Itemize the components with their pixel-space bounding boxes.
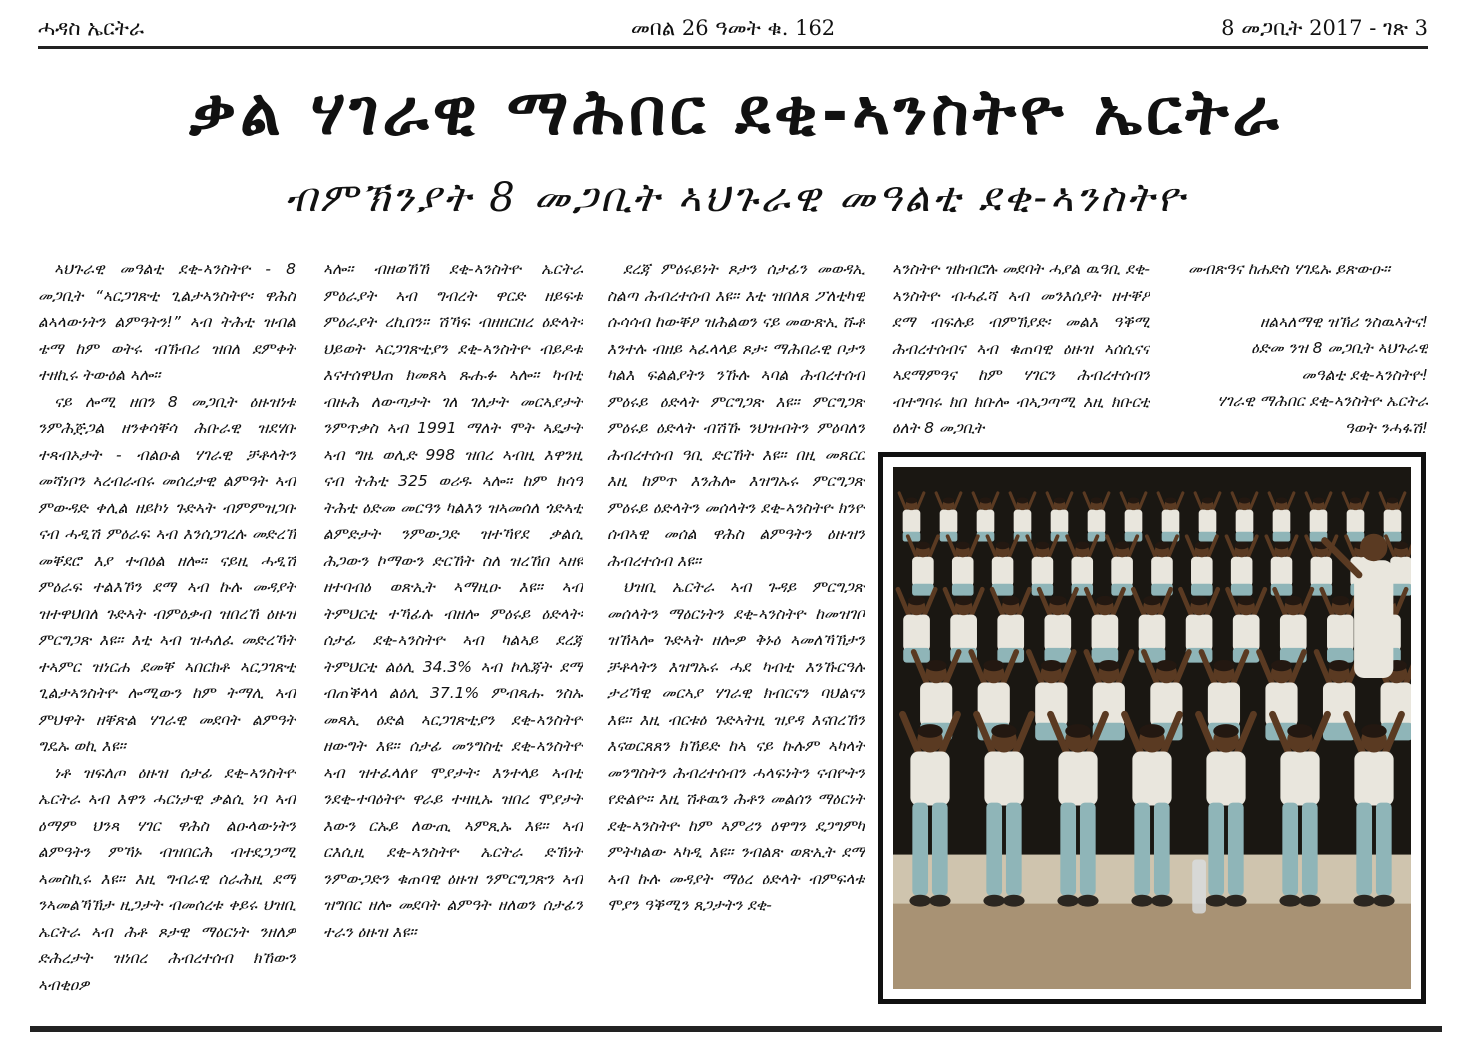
hair — [983, 660, 1004, 671]
hair — [1271, 660, 1292, 671]
hair — [1394, 542, 1408, 550]
hair — [1035, 542, 1049, 550]
article-subheadline: ብምኽንያት 8 መጋቢት ኣህጉራዊ መዓልቲ ደቂ-ኣንስትዮ — [285, 175, 1187, 221]
trouser-leg — [1208, 803, 1224, 896]
trouser-leg — [1228, 803, 1244, 896]
trouser-lap — [903, 532, 921, 542]
white-shirt — [1032, 557, 1054, 587]
white-shirt — [1231, 557, 1253, 587]
shoe — [909, 895, 931, 907]
crowd-of-young-women-photo — [893, 467, 1411, 989]
hair — [1350, 497, 1361, 503]
hair — [1276, 497, 1287, 503]
shoe — [1299, 895, 1321, 907]
hair — [1054, 497, 1065, 503]
hair — [906, 497, 917, 503]
shoe — [1057, 895, 1079, 907]
white-shirt — [1208, 682, 1240, 726]
hair — [1165, 497, 1176, 503]
shoe — [1279, 895, 1301, 907]
shoe — [929, 895, 951, 907]
hair — [956, 542, 970, 550]
white-shirt — [992, 557, 1014, 587]
hair — [1098, 660, 1119, 671]
shoe — [1225, 895, 1247, 907]
white-shirt — [1236, 510, 1254, 534]
slogan-line: ዓወት ንሓፋሽ! — [1344, 418, 1428, 437]
slogan-line: ዘልኣለማዊ ዝኽሪ ንስዉኣትና! — [1259, 312, 1428, 331]
white-shirt — [1093, 682, 1125, 726]
hair — [996, 542, 1010, 550]
stone-step — [893, 855, 1411, 904]
hair — [908, 596, 925, 605]
hair — [1332, 596, 1349, 605]
slogan-line: ሃገራዊ ማሕበር ደቂ-ኣንስትዮ ኤርትራ — [1217, 392, 1428, 410]
water-bottle — [1192, 859, 1206, 913]
white-shirt — [1071, 557, 1093, 587]
hair — [1274, 542, 1288, 550]
text-column-5 — [1172, 256, 1428, 446]
slogan-line: መዓልቲ ደቂ-ኣንስትዮ! — [1301, 365, 1428, 384]
white-shirt — [1151, 557, 1173, 587]
hair — [1128, 497, 1139, 503]
hair — [1361, 724, 1387, 738]
trouser-leg — [1154, 803, 1170, 896]
hair — [916, 542, 930, 550]
trouser-lap — [1125, 532, 1143, 542]
slogan-line: ዕድመ ንዝ 8 መጋቢት ኣህጉራዊ — [1251, 339, 1428, 357]
white-shirt — [1088, 510, 1106, 534]
trouser-lap — [1273, 532, 1291, 542]
hair — [1190, 596, 1207, 605]
white-shirt — [1384, 510, 1402, 534]
white-shirt — [977, 510, 995, 534]
shoe — [1205, 895, 1227, 907]
shoe — [1353, 895, 1375, 907]
paragraph: ኣሎ። ብዘወኸኸ ደቂ-ኣንስትዮ ኤርትራ ምዕራያት ኣብ ግብረት ዋርድ ዘይፍቱ ምዕራያት ረኪበን። ሽኻፍ ብዘዘርዘረ ዕድላት፡ ህይወት ኣርጋገጽቲያን ደቂ-ኣንስትዮ ብይዶቱ እናተሰዋህጠ ክመጸኣ ጹሑፉ ኣሎ። ካብቲ ብዙሕ ለውጣታት ገለ ገለታት መርኣያታት ንምጥቃስ ኣብ 1991 ማለት ሞት ኣዴታት ኣብ ግዜ ወሊድ 998 ዝበረ ኣብዚ እዋንዚ ናብ ትሕቲ 325 ወሪዱ ኣሎ። ከም ክሳዓ ትሕቲ ዕድመ መርዓን ካልእን ዝኣመሰለ ጎድኣቲ ልምድታት ንምውጋድ ዝተኻየደ ቃልሲ ሕጋውን ኮማውን ድርኸት ስለ ዝረኸበ ኣዘዩ ዘተባብዕ ወጽኢት ኣማዚዑ እዩ። ኣብ ትምህርቲ ተኻፊሉ ብዘሎ ምዕሩይ ዕድላት፡ ሰታፊ ደቂ-ኣንስትዮ ኣብ ካልኣይ ደረጃ ትምህርቲ ልዕሊ 34.3% ኣብ ኮሌጃት ደማ ብጠቕላላ ልዕሊ 37.1% ምብጻሑ ንስኡ መጻኢ ዕድል ኣርጋገጽቲያን ደቂ-ኣንስትዮ ዘውግት እዩ። ሰታፊ መንግስቲ ደቂ-ኣንስትዮ ኣብ ዝተፈላለየ ሞያታት፡ እንተላይ ኣብቲ ንደቂ-ተባዕትዮ ዋራይ ተዛዚኡ ዝበረ ሞያታት እውን ርኡይ ለውጢ ኣምጺኡ እዩ። ኣብ ርእሲዚ ደቂ-ኣንስትዮ ኤርትራ ድኽነት ንምውጋድን ቁጠባዊ ዕዙዝ ንምርግጋጽን ኣብ ዝግበር ዘሎ መደባት ልምዓት ዘለወን ሰታፊን ተራን ዕዙዝ እዩ። — [323, 260, 583, 941]
hair — [1285, 596, 1302, 605]
trouser-leg — [932, 803, 948, 896]
article-headline: ቃል ሃገራዊ ማሕበር ደቂ-ኣንስትዮ ኤርትራ — [189, 76, 1283, 150]
white-shirt — [1186, 615, 1213, 652]
trouser-lap — [952, 584, 974, 596]
white-shirt — [1199, 510, 1217, 534]
hair — [1155, 542, 1169, 550]
white-shirt — [997, 615, 1024, 652]
hair — [1287, 724, 1313, 738]
white-shirt — [1051, 510, 1069, 534]
hair — [917, 724, 943, 738]
hair — [1139, 724, 1165, 738]
hair — [1235, 542, 1249, 550]
white-shirt — [952, 557, 974, 587]
hair — [943, 497, 954, 503]
paragraph: ኣንስትዮ ዝከብሮሉ መደባት ሓያል ዉዓቢ ደቂ-ኣንስትዮ ብሓፈሻ ኣብ መንእሰያት ዘተቐዖ ደማ ብፍሉይ ብምኽያድ፡ መልእ ዓቕሚ ሕብረተሰብና ኣብ ቁጠባዊ ዕዙዝ ኣሰሲናና ኣደማምዓና ከም ሃገርን ሕብረተሰብን ብተግባሩ ክበ ክቡሎ ብኣጋጣሚ እዚ ክቡርቲ ዕለት 8 መጋቢት — [892, 260, 1150, 437]
text-column-3 — [607, 256, 865, 1026]
hair — [1313, 497, 1324, 503]
white-shirt — [1125, 510, 1143, 534]
white-shirt — [1280, 752, 1319, 806]
hair — [1213, 660, 1234, 671]
paragraph: ህዝቢ ኤርትራ ኣብ ጉዳይ ምርግጋጽ መሰላትን ማዕርነትን ደቂ-ኣንስትዮ ከመዝገቦ ዝኸኣሎ ጉድኣት ዘሎዎ ቅኑዕ ኣመለኻኽታን ቻቶላትን እዝግኡሩ ሓደ ካብቲ እንኹርዓሉ ታሪኻዊ መርኣያ ሃገራዊ ክብርናን ባህልናን እዩ። እዚ ብርቱዕ ጉድኣትዚ ዝያዳ እናበረኸን እናወርጸጸን ክኸይድ ከኣ ናይ ኩሉም ኣካላት መንግስትን ሕብረተሰብን ሓላፍነትን ናብዮትን የድልዮ። እዚ ሽቶዉን ሕቶን መልሰን ማዕርነት ደቂ-ኣንስትዮ ከም ኣምሪን ዕዋግን ደጋግምካ ምትካልው ኣካዲ እዩ። ንብልጽ ወጽኢት ደማ ኣብ ኩሉ መዳያት ማዕረ ዕድላት ብምፍላቱ ሞያን ዓቕሚን ጸጋታትን ደቂ- — [607, 578, 865, 914]
paragraph: ናይ ሎሚ ዘበን 8 መጋቢት ዕዙዝነቱ ንምሕጅጋል ዘንቀሳቐሳ ሕቡራዊ ዝደሃቡ ተጻብኦታት - ብልዑል ሃገራዊ ቻቶላትን መሻነቦን ኣረብራብሩ መሰረታዊ ልምዓት ኣብ ምውዳድ ቀሊል ዘይኮነ ጉድኣት ብምምዝጋቡ ናብ ሓዲሽ ምዕራፍ ኣብ እንሰጋገረሉ መድረኽ መቐደሮ እያ ተብዕል ዘሎ። ናይዚ ሓዲሽ ምዕራፍ ተልእኾን ደማ ኣብ ኩሉ መዳያት ዝተዋህበለ ጉድኣት ብምዕቃብ ዝበረኸ ዕዙዝ ምርግጋጽ እዩ። እቲ ኣብ ዝሓለፈ መድረኻት ተኣምር ዝነርሐ ደመቐ ኣበርክቶ ኣርጋገጽቲ ጊልታኣንስትዮ ሎሚውን ከም ትማሊ ኣብ ምህዋት ዘቐጽል ሃገራዊ መደባት ልምዓት ግዴኡ ወኪ እዩ። — [38, 392, 296, 755]
white-shirt — [903, 615, 930, 652]
closing-slogan — [1172, 309, 1428, 442]
trouser-leg — [1080, 803, 1096, 896]
white-shirt — [984, 752, 1023, 806]
text-column-4 — [892, 256, 1150, 446]
shoe — [1373, 895, 1395, 907]
white-shirt — [1390, 557, 1411, 587]
trouser-lap — [1231, 584, 1253, 596]
white-shirt — [1273, 510, 1291, 534]
trouser-leg — [912, 803, 928, 896]
paragraph: ነቶ ዝፍለጦ ዕዙዝ ሰታፊ ደቂ-ኣንስትዮ ኤርትራ ኣብ እዋን ሓርነታዊ ቃልሲ ነባ ኣብ ዕማም ህንጻ ሃገር ዋሕስ ልዑላውነትን ልምዓትን ምኻኑ ብዝበርሕ ብተደጋጋሚ ኣመስኪሩ እዩ። እዚ ግብራዊ ሰራሕዚ ደማ ንኣመልኻኽታ ዚጋታት ብመሰረቱ ቀይሩ ህዝቢ ኤርትራ ኣብ ሕቶ ጾታዊ ማዕርነት ንዘለዎ ድሕረታት ዝነበረ ሕብረተሰብ ክኸውን ኣብቂዐዎ — [38, 763, 296, 994]
newspaper-name-part: ሓዳስ ኤርትራ — [38, 16, 145, 40]
text-column-1 — [38, 256, 296, 1026]
shoe — [1131, 895, 1153, 907]
issue-number: መበል 26 ዓመት ቁ. 162 — [630, 16, 836, 40]
hair — [926, 660, 947, 671]
white-shirt — [950, 615, 977, 652]
hair — [1213, 724, 1239, 738]
hair — [1143, 596, 1160, 605]
date-and-page: 8 መጋቢት 2017 - ገጽ 3 — [1221, 16, 1428, 40]
text-column-2 — [323, 256, 583, 1026]
white-shirt — [1139, 615, 1166, 652]
white-shirt — [940, 510, 958, 534]
hair — [1329, 660, 1350, 671]
hair — [1065, 724, 1091, 738]
shoe — [1003, 895, 1025, 907]
white-shirt — [1111, 557, 1133, 587]
page-header — [38, 12, 1428, 49]
hair — [1091, 497, 1102, 503]
white-shirt — [1347, 510, 1365, 534]
hair — [1195, 542, 1209, 550]
white-shirt — [920, 682, 952, 726]
white-shirt — [1265, 682, 1297, 726]
hair — [980, 497, 991, 503]
hair — [1017, 497, 1028, 503]
hair — [1156, 660, 1177, 671]
paragraph: ኣህጉራዊ መዓልቲ ደቂ-ኣንስትዮ - 8 መጋቢት “ኣርጋገጽቲ ጊልታኣንስትዮ፡ ዋሕስ ልኣላውነትን ልምዓትን!” ኣብ ትሕቲ ዝብል ቴማ ከም ወትሩ ብኽብሪ ዝበለ ደምቀት ተዘኪሩ ትውዕል ኣሎ። — [38, 260, 296, 384]
trouser-leg — [1356, 803, 1372, 896]
white-shirt — [910, 752, 949, 806]
trouser-leg — [1134, 803, 1150, 896]
head — [1360, 534, 1387, 561]
hair — [1041, 660, 1062, 671]
hair — [1115, 542, 1129, 550]
shoe — [983, 895, 1005, 907]
white-shirt — [1191, 557, 1213, 587]
white-shirt — [1271, 557, 1293, 587]
white-shirt — [1014, 510, 1032, 534]
trouser-lap — [1191, 584, 1213, 596]
white-shirt — [1132, 752, 1171, 806]
white-shirt — [1280, 615, 1307, 652]
white-shirt — [912, 557, 934, 587]
hair — [955, 596, 972, 605]
trouser-lap — [912, 584, 934, 596]
white-shirt — [1206, 752, 1245, 806]
hair — [1002, 596, 1019, 605]
hair — [1096, 596, 1113, 605]
trouser-lap — [1236, 532, 1254, 542]
white-shirt — [1092, 615, 1119, 652]
hair — [1387, 497, 1398, 503]
floor — [893, 899, 1411, 989]
hair — [1202, 497, 1213, 503]
photo-frame — [878, 452, 1426, 1004]
paragraph: መብጽዓና ከሐድስ ሃገዴኡ ይጽውዑ። — [1188, 260, 1391, 278]
trouser-leg — [1282, 803, 1298, 896]
bottom-rule — [30, 1026, 1442, 1032]
white-shirt — [1327, 615, 1354, 652]
shoe — [1077, 895, 1099, 907]
shoe — [1151, 895, 1173, 907]
white-shirt — [1310, 510, 1328, 534]
white-shirt — [1354, 752, 1393, 806]
white-shirt — [1311, 557, 1333, 587]
trouser-leg — [1302, 803, 1318, 896]
white-shirt — [1162, 510, 1180, 534]
white-shirt — [1058, 752, 1097, 806]
hair — [1239, 497, 1250, 503]
trouser-leg — [1006, 803, 1022, 896]
hair — [1075, 542, 1089, 550]
hair — [1049, 596, 1066, 605]
trouser-leg — [1376, 803, 1392, 896]
paragraph: ደረጃ ምዕሩይነት ጾታን ሰታፊን መወዳኢ ስልጣ ሕብረተሰብ እዩ። እቲ ዝበለጸ ፖለቲካዊ ሱሳሳብ ከውቐዖ ዝሕልወን ናይ መውጽኢ ሹቶ እንተሉ ብዘይ ኣፈላላይ ጾታ፡ ማሕበራዊ ቦታን ካልእ ፍልልያትን ንኹሉ ኣባል ሕብረተሰብ ምዕሩይ ዕድላት ምርግጋጽ እዩ። ምርግጋጽ ምዕሩይ ዕድላት ብሽኹ ንህዝብትን ምዕባለን ሕብረተሰብ ዓቢ ድርኸት እዩ። በዚ መጸርር እዚ ከምጥ እንሕሎ እዝግኡሩ ምርግጋጽ ምዕሩይ ዕድላትን መሰላትን ደቂ-ኣንስትዮ ክንዮ ሰብኣዊ መሰል ዋሕስ ልምዓትን ዕዙዝን ሕብረተሰብ እዩ። — [607, 260, 865, 570]
hair — [991, 724, 1017, 738]
trouser-leg — [986, 803, 1002, 896]
white-shirt — [1044, 615, 1071, 652]
hair — [1238, 596, 1255, 605]
white-shirt — [903, 510, 921, 534]
trouser-leg — [1060, 803, 1076, 896]
white-shirt — [1233, 615, 1260, 652]
